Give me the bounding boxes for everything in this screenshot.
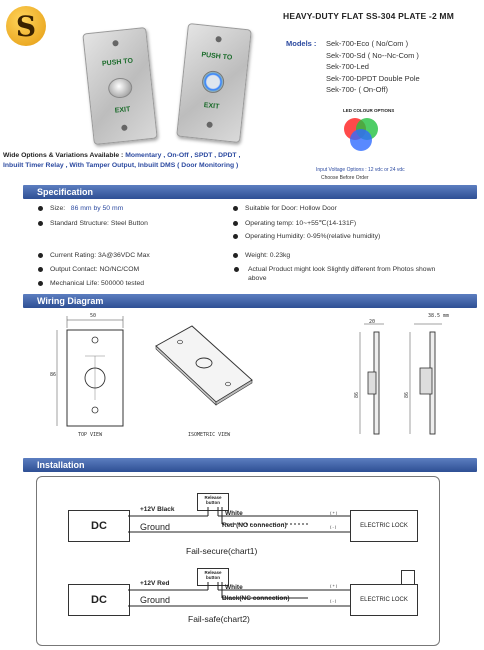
spec-note: Actual Product might look Slightly different from Photos shown above (248, 265, 435, 283)
side-dim-width: 20 (369, 319, 376, 325)
chart1-white: White (225, 510, 243, 517)
model-item: Sek-700-Sd ( No--Nc-Com ) (326, 50, 419, 60)
options-text (3, 151, 303, 171)
bullet (233, 234, 238, 239)
models-list (286, 38, 481, 98)
model-item: Sek-700- ( On-Off) (326, 85, 388, 94)
exit-label: EXIT (114, 106, 131, 115)
company-logo: S (6, 6, 46, 46)
isometric-view-drawing (148, 318, 258, 418)
bullet (233, 253, 238, 258)
electric-lock-box: ELECTRIC LOCK (350, 510, 418, 542)
chart1-plus: ( + ) (330, 510, 338, 515)
chart2-white: White (225, 584, 243, 591)
bullet (38, 221, 43, 226)
voltage-options: Input Voltage Options : 12 vdc or 24 vdc (316, 167, 405, 173)
chart1-title: Fail-secure(chart1) (186, 546, 258, 556)
lock-tongue (401, 570, 415, 585)
spec-left-item: Current Rating: 3A@36VDC Max (38, 252, 150, 259)
product-photo-plain (82, 27, 157, 145)
chart1-minus: ( - ) (330, 524, 337, 529)
product-photo-led (176, 23, 252, 143)
model-item: Sek-700-DPDT Double Pole (326, 73, 420, 83)
chart2-title: Fail-safe(chart2) (188, 614, 250, 624)
screw-top (215, 36, 222, 43)
screw-bottom (121, 124, 128, 131)
options-line1: Momentary , On-Off , SPDT , DPDT , (125, 152, 241, 159)
chart2-black: Black(NC connection) (222, 595, 290, 602)
side-dim-height: 86 (354, 391, 361, 399)
model-item: Sek-700-Eco ( No/Com ) (326, 39, 409, 48)
bullet (233, 206, 238, 211)
side-view-drawing (350, 318, 400, 438)
spec-right-item: Weight: 0.23kg (233, 252, 290, 259)
options-line2: Inbuilt Timer Relay , With Tamper Output, Inbuilt DMS ( Door Monitoring ) (3, 162, 239, 169)
dim-height: 86 (50, 372, 57, 378)
model-item: Sek-700-Led (326, 62, 369, 71)
side2-dim-width: 38.5 mm (428, 313, 450, 319)
screw-top (112, 40, 119, 47)
dc-supply-box: DC (68, 584, 130, 616)
isometric-view-label: ISOMETRIC VIEW (188, 432, 231, 438)
side-view-2-drawing (400, 318, 450, 438)
bullet (38, 206, 43, 211)
led-colour-swatch (341, 115, 381, 155)
bullet (38, 267, 43, 272)
models-heading: Models : (286, 39, 317, 48)
spec-right-item: Operating temp: 10~+55℃(14-131F) (233, 219, 356, 227)
spec-left-item: Standard Structure: Steel Button (38, 220, 148, 227)
chart2-minus: ( - ) (330, 598, 337, 603)
push-to-label: PUSH TO (200, 51, 233, 62)
exit-label: EXIT (203, 102, 220, 111)
section-installation: Installation (23, 458, 477, 472)
options-heading: Wide Options & Variations Available : (3, 152, 124, 159)
release-button-box: Release button (197, 568, 229, 586)
release-button-box: Release button (197, 493, 229, 511)
spec-right-item: Suitable for Door: Hollow Door (233, 205, 337, 212)
dim-width: 50 (90, 313, 97, 319)
spec-size: Size: 86 mm by 50 mm (38, 205, 123, 212)
product-title: HEAVY-DUTY FLAT SS-304 PLATE -2 MM (283, 11, 454, 21)
chart1-ground: Ground (140, 522, 171, 532)
led-colour-title: LED COLOUR OPTIONS (343, 108, 395, 113)
top-view-drawing (45, 310, 155, 440)
side2-dim-height: 86 (404, 391, 411, 399)
choose-before-order: Choose Before Order (321, 175, 369, 181)
chart2-ground: Ground (140, 595, 171, 605)
section-wiring: Wiring Diagram (23, 294, 477, 308)
electric-lock-box: ELECTRIC LOCK (350, 584, 418, 616)
chart2-red: +12V Red (140, 580, 170, 587)
spec-left-item: Output Contact: NO/NC/COM (38, 266, 139, 273)
screw-bottom (206, 121, 213, 128)
led-button (201, 70, 225, 94)
chart1-red: Red (NO connection) (222, 522, 287, 529)
bullet (234, 267, 239, 272)
chart1-red-black: +12V Black (140, 506, 175, 513)
bullet (233, 221, 238, 226)
dc-supply-box: DC (68, 510, 130, 542)
spec-left-item: Mechanical Life: 500000 tested (38, 280, 144, 287)
chart2-plus: ( + ) (330, 583, 338, 588)
bullet (38, 281, 43, 286)
push-to-label: PUSH TO (101, 57, 134, 68)
section-specification: Specification (23, 185, 477, 199)
top-view-label: TOP VIEW (78, 432, 103, 438)
round-button (107, 77, 133, 99)
bullet (38, 253, 43, 258)
spec-right-item: Operating Humidity: 0-95%(relative humidity) (233, 233, 380, 240)
